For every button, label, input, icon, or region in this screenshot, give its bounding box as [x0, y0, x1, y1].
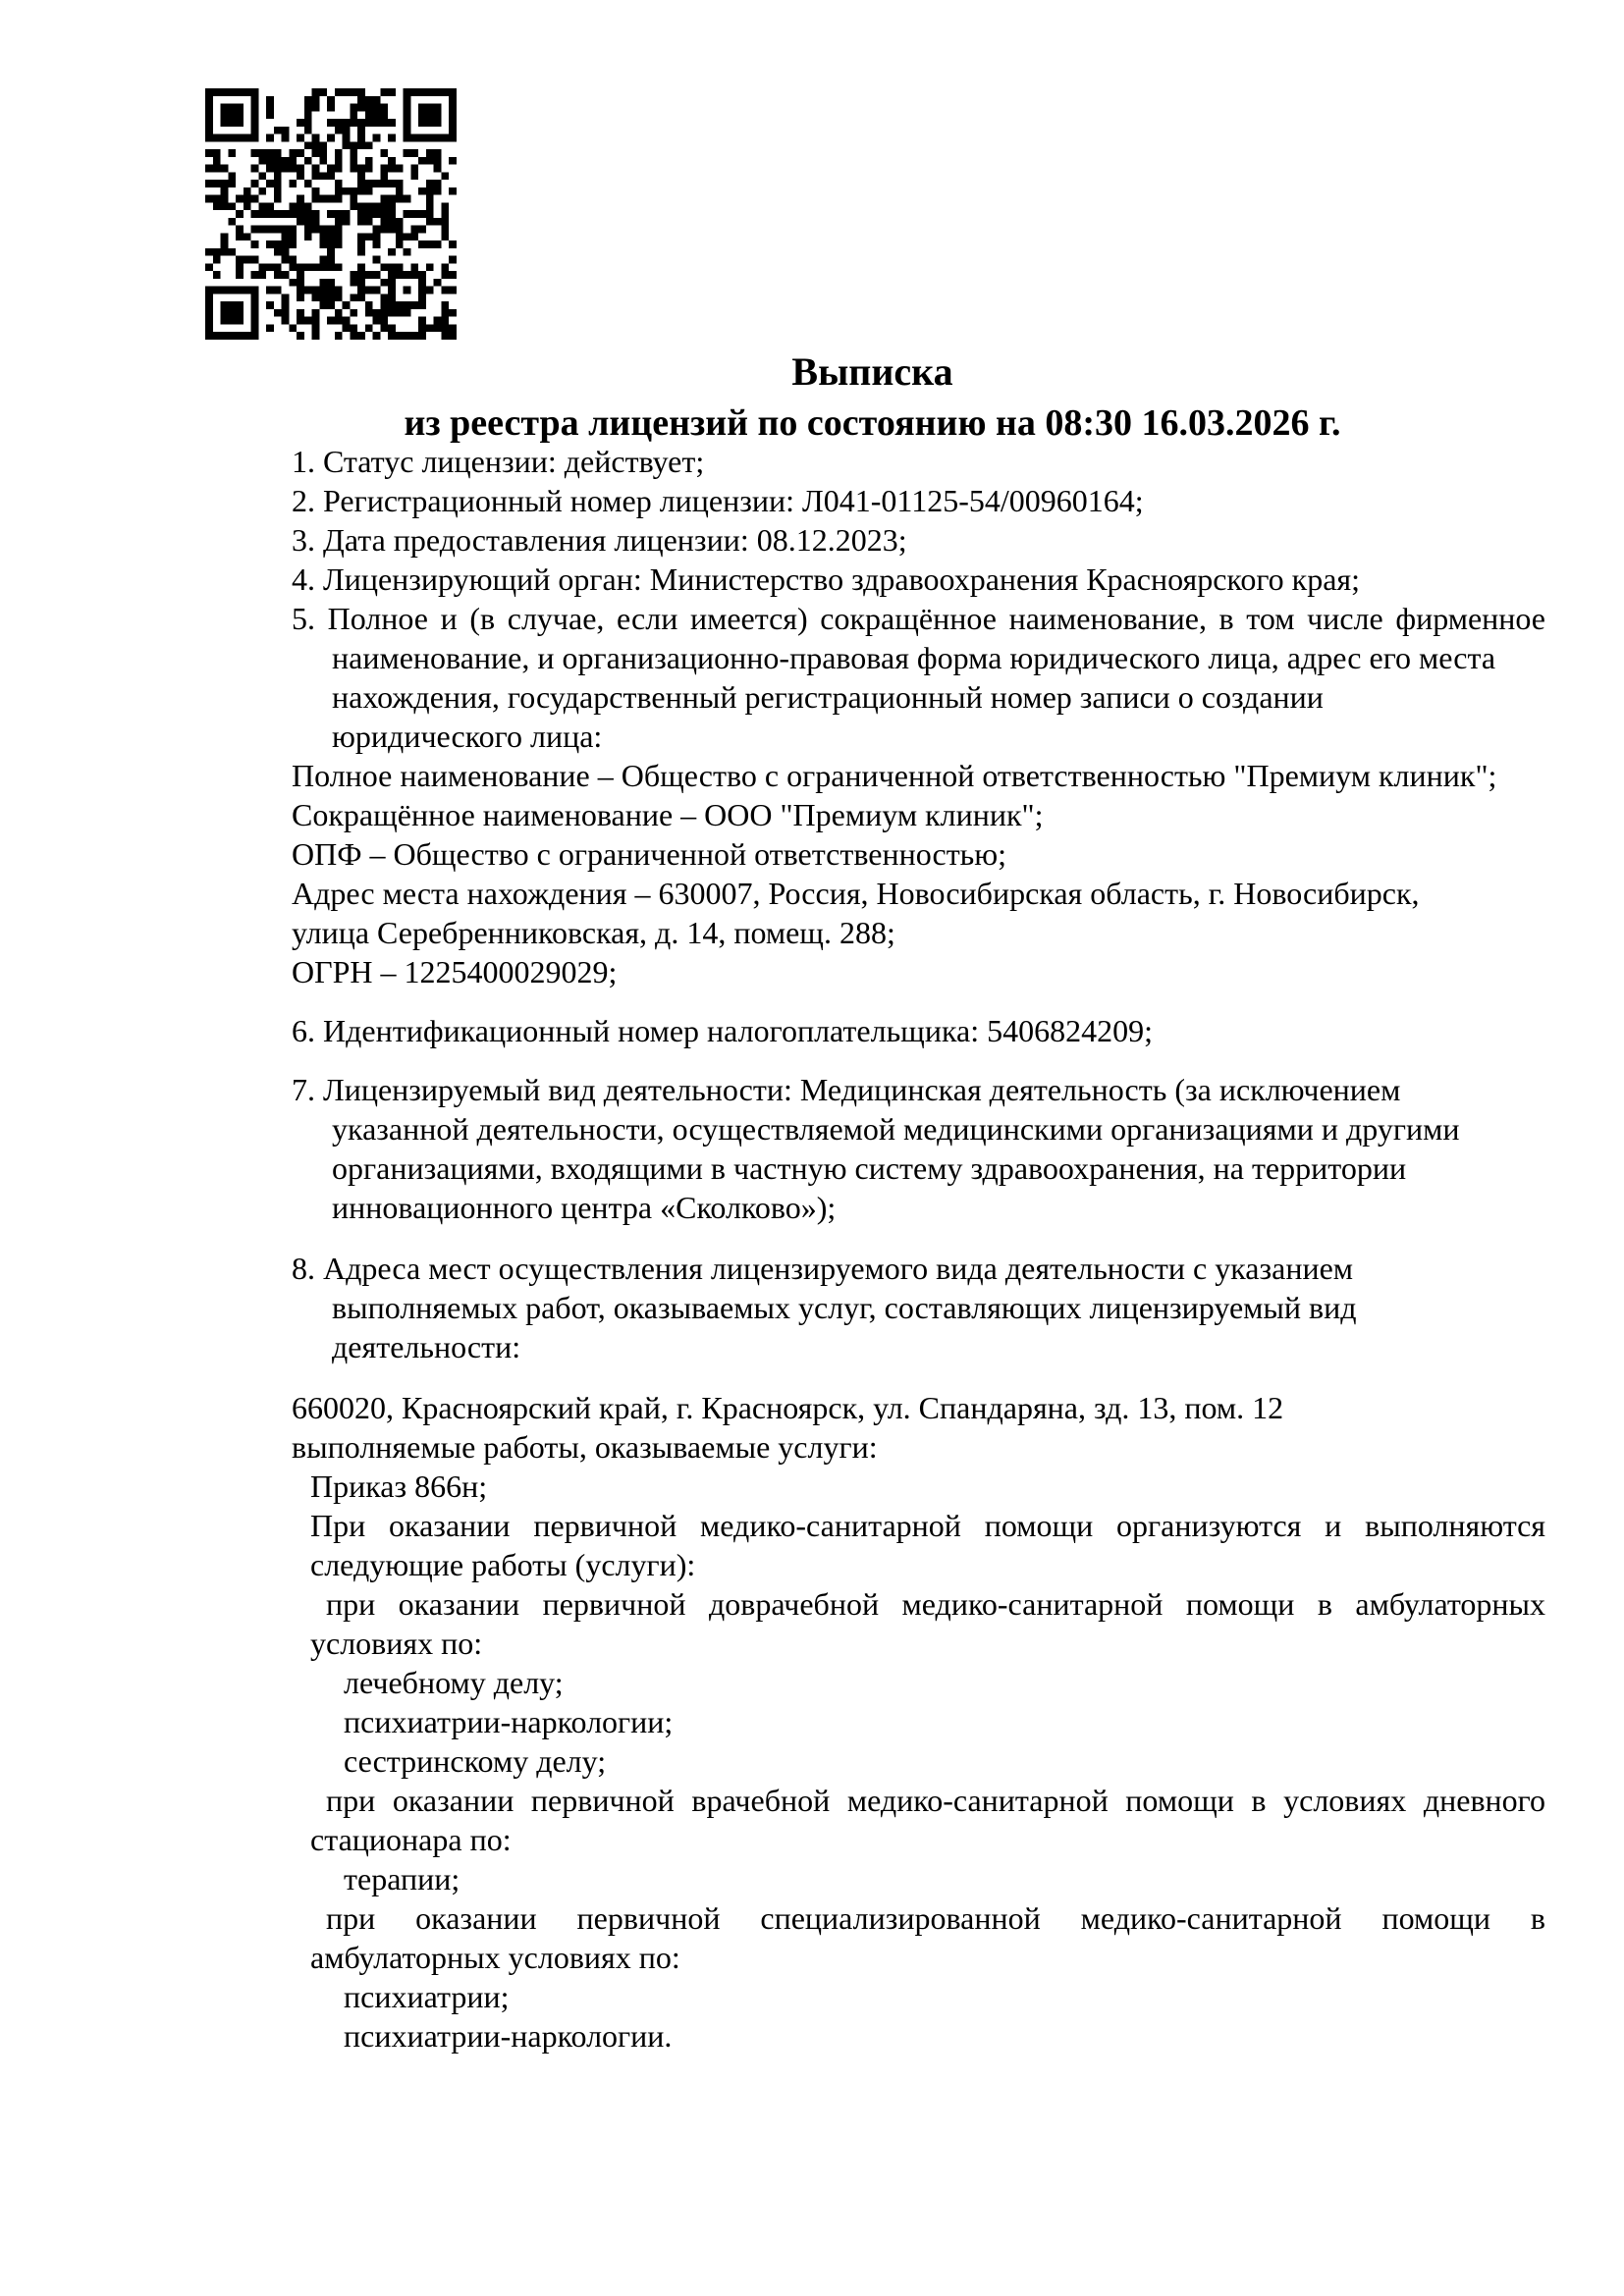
text-line: психиатрии;: [344, 1979, 510, 2014]
text-line: ОГРН – 1225400029029;: [292, 954, 618, 989]
text-line: 660020, Красноярский край, г. Красноярск, ул. Спандаряна, зд. 13, пом. 12: [292, 1390, 1284, 1425]
text-line: 8. Адреса мест осуществления лицензируемого вида деятельности с указанием: [292, 1251, 1354, 1286]
text-line: выполняемые работы, оказываемые услуги:: [292, 1429, 878, 1465]
text-line: при оказании первичной врачебной медико-санитарной помощи в условиях дневного: [326, 1783, 1545, 1818]
text-line: нахождения, государственный регистрационный номер записи о создании: [332, 679, 1324, 715]
text-line: выполняемых работ, оказываемых услуг, составляющих лицензируемый вид: [332, 1290, 1357, 1325]
text-line: психиатрии-наркологии.: [344, 2018, 673, 2054]
text-line: 1. Статус лицензии: действует;: [292, 444, 705, 479]
text-line: терапии;: [344, 1861, 460, 1896]
text-line: юридического лица:: [332, 719, 603, 754]
qr-code: [205, 88, 457, 340]
text-line: психиатрии-наркологии;: [344, 1704, 674, 1739]
text-line: организациями, входящими в частную систему здравоохранения, на территории: [332, 1150, 1407, 1186]
text-line: при оказании первичной специализированной медико-санитарной помощи в: [326, 1900, 1545, 1936]
text-line: наименование, и организационно-правовая форма юридического лица, адрес его места: [332, 640, 1496, 675]
text-line: при оказании первичной доврачебной медико-санитарной помощи в амбулаторных: [326, 1586, 1545, 1622]
text-line: 4. Лицензирующий орган: Министерство здравоохранения Красноярского края;: [292, 561, 1360, 597]
text-line: При оказании первичной медико-санитарной помощи организуются и выполняются: [310, 1508, 1545, 1543]
text-line: 5. Полное и (в случае, если имеется) сокращённое наименование, в том числе фирменное: [292, 601, 1545, 636]
text-line: 3. Дата предоставления лицензии: 08.12.2023;: [292, 522, 907, 558]
text-line: Адрес места нахождения – 630007, Россия, Новосибирская область, г. Новосибирск,: [292, 876, 1420, 911]
text-line: следующие работы (услуги):: [310, 1547, 696, 1582]
text-line: указанной деятельности, осуществляемой медицинскими организациями и другими: [332, 1111, 1460, 1147]
text-line: 2. Регистрационный номер лицензии: Л041-01125-54/00960164;: [292, 483, 1144, 518]
text-line: Сокращённое наименование – ООО "Премиум клиник";: [292, 797, 1044, 832]
text-line: деятельности:: [332, 1329, 521, 1364]
text-line: амбулаторных условиях по:: [310, 1940, 680, 1975]
document-subtitle: из реестра лицензий по состоянию на 08:30 16.03.2026 г.: [404, 402, 1341, 444]
text-line: лечебному делу;: [344, 1665, 564, 1700]
text-line: ОПФ – Общество с ограниченной ответственностью;: [292, 836, 1007, 872]
document-title: Выписка: [791, 349, 953, 394]
document-body: [292, 442, 1545, 2056]
text-line: сестринскому делу;: [344, 1743, 607, 1779]
text-line: Полное наименование – Общество с ограниченной ответственностью "Премиум клиник";: [292, 758, 1497, 793]
text-line: 7. Лицензируемый вид деятельности: Медицинская деятельность (за исключением: [292, 1072, 1401, 1107]
text-line: Приказ 866н;: [310, 1468, 488, 1504]
text-line: улица Серебренниковская, д. 14, помещ. 288;: [292, 915, 895, 950]
text-line: 6. Идентификационный номер налогоплательщика: 5406824209;: [292, 1013, 1153, 1048]
text-line: инновационного центра «Сколково»);: [332, 1190, 837, 1225]
document-header: [292, 347, 1453, 449]
text-line: стационара по:: [310, 1822, 512, 1857]
text-line: условиях по:: [310, 1626, 483, 1661]
